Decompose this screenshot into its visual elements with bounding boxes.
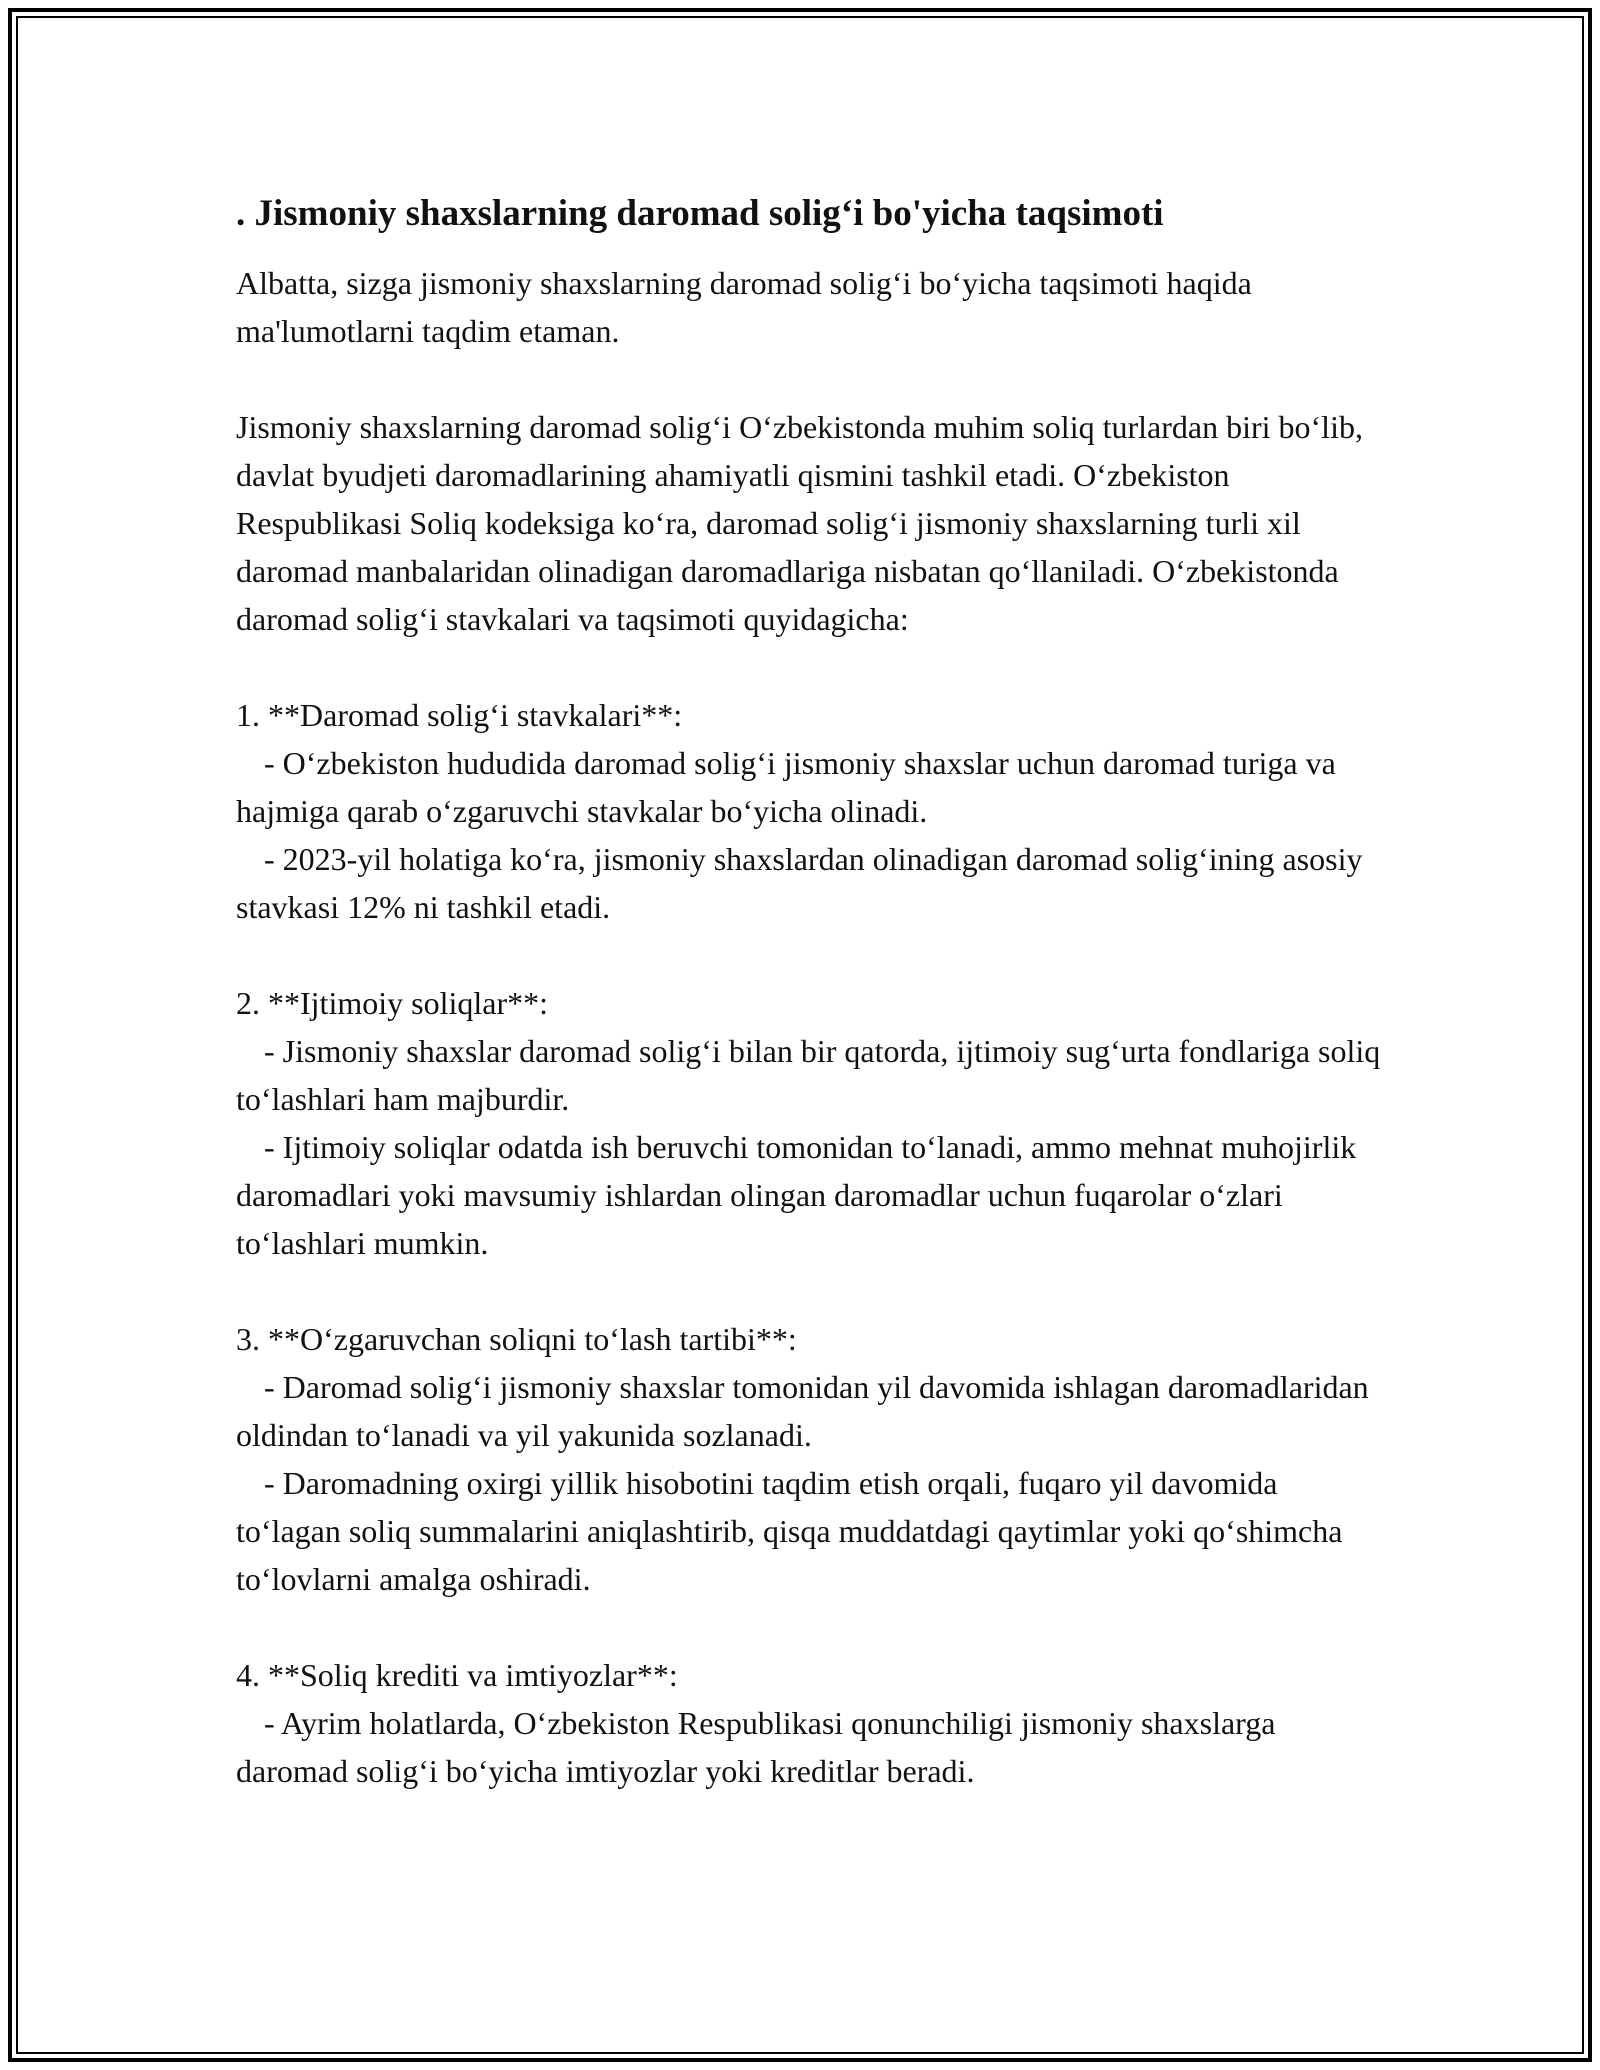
list-item: - Ayrim holatlarda, O‘zbekiston Respublikasi qonunchiligi jismoniy shaxslarga daromad solig‘i bo‘yicha imtiyozlar yoki kreditlar beradi. bbox=[236, 1705, 1276, 1789]
section-social-taxes bbox=[236, 979, 1386, 1267]
section-heading: 4. **Soliq krediti va imtiyozlar**: bbox=[236, 1657, 678, 1693]
section-heading: 2. **Ijtimoiy soliqlar**: bbox=[236, 985, 548, 1021]
list-item: - Ijtimoiy soliqlar odatda ish beruvchi tomonidan to‘lanadi, ammo mehnat muhojirlik daromadlari yoki mavsumiy ishlardan olingan daromadlar uchun fuqarolar o‘zlari to‘lashlari mumkin. bbox=[236, 1129, 1357, 1261]
list-item: - Daromadning oxirgi yillik hisobotini taqdim etish orqali, fuqaro yil davomida to‘lagan soliq summalarini aniqlashtirib, qisqa muddatdagi qaytimlar yoki qo‘shimcha to‘lovlarni amalga oshiradi. bbox=[236, 1465, 1343, 1597]
section-tax-credits bbox=[236, 1651, 1386, 1795]
section-heading: 1. **Daromad solig‘i stavkalari**: bbox=[236, 697, 683, 733]
section-heading: 3. **O‘zgaruvchan soliqni to‘lash tartibi**: bbox=[236, 1321, 797, 1357]
document-body bbox=[236, 185, 1386, 1795]
list-item: - Daromad solig‘i jismoniy shaxslar tomonidan yil davomida ishlagan daromadlaridan oldindan to‘lanadi va yil yakunida sozlanadi. bbox=[236, 1369, 1369, 1453]
section-payment-procedure bbox=[236, 1315, 1386, 1603]
list-item: - Jismoniy shaxslar daromad solig‘i bilan bir qatorda, ijtimoiy sug‘urta fondlariga soliq to‘lashlari ham majburdir. bbox=[236, 1033, 1381, 1117]
document-title: . Jismoniy shaxslarning daromad solig‘i bo'yicha taqsimoti bbox=[236, 193, 1164, 234]
intro-paragraph: Albatta, sizga jismoniy shaxslarning daromad solig‘i bo‘yicha taqsimoti haqida ma'lumotlarni taqdim etaman. bbox=[236, 265, 1252, 349]
list-item: - O‘zbekiston hududida daromad solig‘i jismoniy shaxslar uchun daromad turiga va hajmiga qarab o‘zgaruvchi stavkalar bo‘yicha olinadi. bbox=[236, 745, 1336, 829]
list-item: - 2023-yil holatiga ko‘ra, jismoniy shaxslardan olinadigan daromad solig‘ining asosiy stavkasi 12% ni tashkil etadi. bbox=[236, 841, 1363, 925]
section-tax-rates bbox=[236, 691, 1386, 931]
overview-paragraph: Jismoniy shaxslarning daromad solig‘i O‘zbekistonda muhim soliq turlardan biri bo‘lib, davlat byudjeti daromadlarining ahamiyatli qismini tashkil etadi. O‘zbekiston Respublikasi Soliq kodeksiga ko‘ra, daromad solig‘i jismoniy shaxslarning turli xil daromad manbalaridan olinadigan daromadlariga nisbatan qo‘llaniladi. O‘zbekistonda daromad solig‘i stavkalari va taqsimoti quyidagicha: bbox=[236, 409, 1363, 637]
